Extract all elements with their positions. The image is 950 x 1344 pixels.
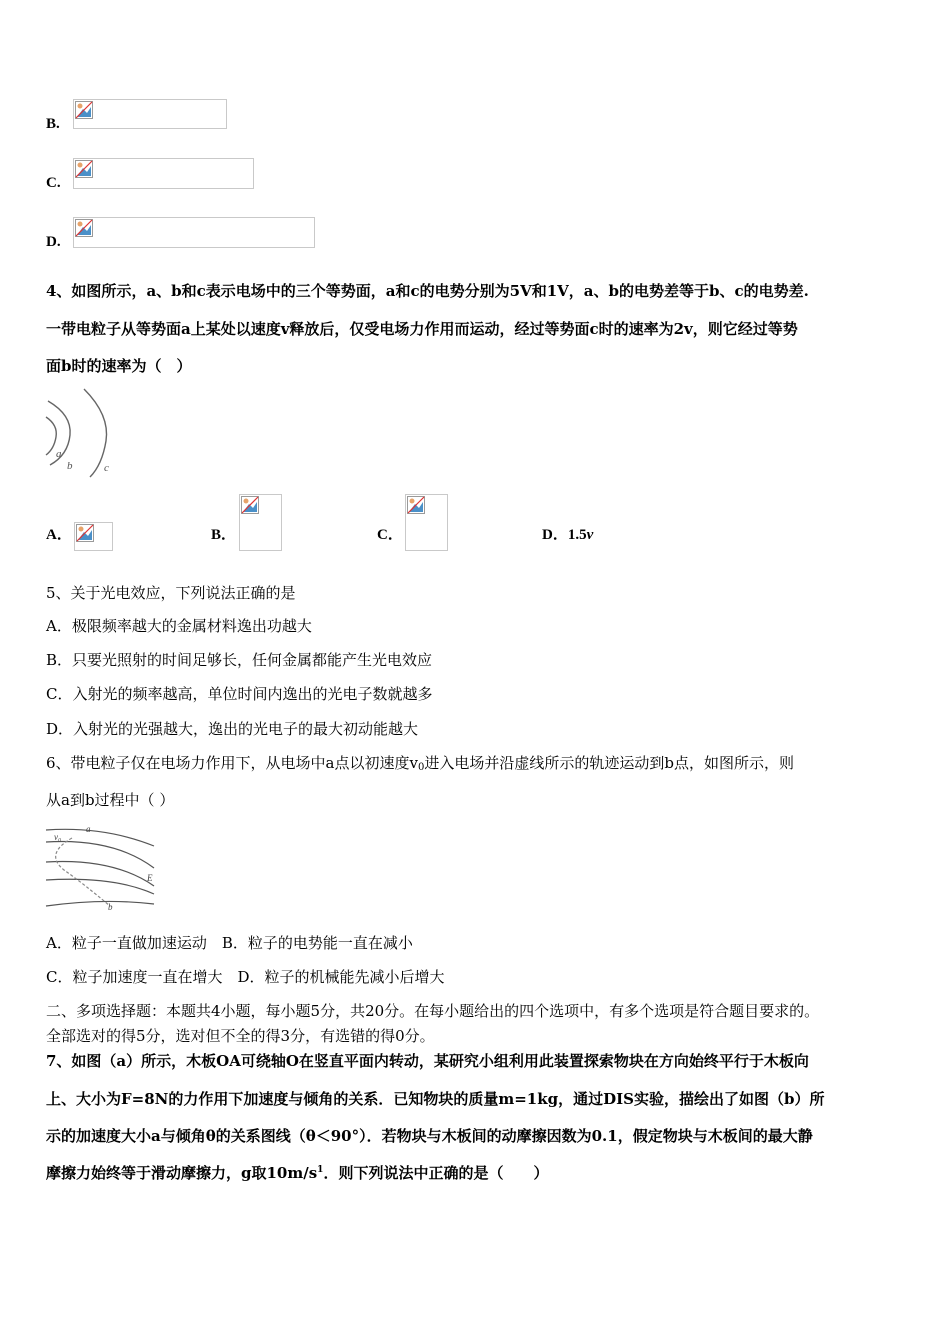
- field-line-5: [46, 901, 154, 906]
- field-line-4: [46, 879, 154, 894]
- label-c: c: [104, 462, 109, 474]
- broken-image-icon: [75, 160, 93, 178]
- section-2-line-1: 二、多项选择题：本题共4小题，每小题5分，共20分。在每小题给出的四个选项中，有多个选项是符合题目要求的。: [46, 1002, 820, 1020]
- label-E: E: [147, 873, 153, 883]
- broken-image-icon: [75, 219, 93, 237]
- q4-option-c-image: [405, 494, 448, 551]
- q3-option-b-image: [73, 99, 227, 129]
- label-b: b: [67, 460, 73, 472]
- trajectory: [56, 838, 110, 906]
- section-2-line-2: 全部选对的得5分，选对但不全的得3分，有选错的得0分。: [46, 1027, 435, 1045]
- broken-image-icon: [407, 496, 425, 514]
- q7-stem-line-4-pre: 摩擦力始终等于滑动摩擦力，g取10m/s: [46, 1164, 318, 1182]
- q6-options-row-1: A．粒子一直做加速运动 B．粒子的电势能一直在减小: [46, 934, 413, 952]
- q3-option-d-label: D.: [46, 234, 61, 250]
- q6-stem-line-1-sub: 0: [417, 762, 425, 773]
- label-b: b: [108, 902, 113, 912]
- field-line-1: [46, 829, 154, 846]
- q5-stem: 5、关于光电效应，下列说法正确的是: [46, 584, 296, 602]
- q6-field-figure: [44, 824, 159, 914]
- q5-option-c: C．入射光的频率越高，单位时间内逸出的光电子数就越多: [46, 685, 433, 703]
- q3-option-c-image: [73, 158, 254, 189]
- q7-stem-line-1: 7、如图（a）所示，木板OA可绕轴O在竖直平面内转动，某研究小组利用此装置探索物块在方向始终平行于木板向: [46, 1052, 809, 1070]
- broken-image-icon: [76, 524, 94, 542]
- q4-option-c-label: C．: [377, 527, 403, 543]
- q3-option-b-label: B.: [46, 116, 60, 132]
- q5-option-a: A．极限频率越大的金属材料逸出功越大: [46, 617, 312, 635]
- q6-options-row-2: C．粒子加速度一直在增大 D．粒子的机械能先减小后增大: [46, 968, 445, 986]
- q6-stem-line-2: 从a到b过程中（ ）: [46, 791, 175, 809]
- q4-option-d-value: 1.5: [567, 527, 587, 543]
- field-line-3: [46, 862, 154, 887]
- label-v0: v₀: [54, 832, 62, 842]
- q6-stem-line-1: [46, 752, 794, 773]
- q6-stem-line-1-pre: 6、带电粒子仅在电场力作用下，从电场中a点以初速度v: [46, 754, 418, 772]
- broken-image-icon: [241, 496, 259, 514]
- label-a: a: [56, 448, 62, 460]
- q3-option-d-image: [73, 217, 315, 248]
- q7-stem-line-2: 上、大小为F=8N的力作用下加速度与倾角的关系．已知物块的质量m=1kg，通过DIS实验，描绘出了如图（b）所: [46, 1090, 825, 1108]
- q4-option-a-image: [74, 522, 113, 551]
- q4-option-b-image: [239, 494, 282, 551]
- q5-option-d: D．入射光的光强越大，逸出的光电子的最大初动能越大: [46, 720, 419, 738]
- broken-image-icon: [75, 101, 93, 119]
- q4-stem-line-3: 面b时的速率为（ ）: [46, 357, 192, 375]
- q5-option-b: B．只要光照射的时间足够长，任何金属都能产生光电效应: [46, 651, 433, 669]
- q4-option-d: [542, 523, 593, 544]
- q4-stem-line-1: 4、如图所示，a、b和c表示电场中的三个等势面，a和c的电势分别为5V和1V，a、b的电势差等于b、c的电势差.: [46, 282, 809, 300]
- q4-option-b-label: B．: [211, 527, 237, 543]
- q4-equipotential-figure: [44, 387, 124, 482]
- q7-stem-line-4-sup: 1: [317, 1165, 324, 1175]
- q7-stem-line-3: 示的加速度大小a与倾角θ的关系图线（θ＜90°）．若物块与木板间的动摩擦因数为0.1，假定物块与木板间的最大静: [46, 1127, 813, 1145]
- q6-stem-line-1-post: 进入电场并沿虚线所示的轨迹运动到b点，如图所示，则: [424, 754, 794, 772]
- q4-option-a-label: A．: [46, 527, 72, 543]
- q4-option-d-label: D．: [542, 527, 568, 543]
- q7-stem-line-4-post: ．则下列说法中正确的是（ ）: [323, 1164, 549, 1182]
- equipotential-a: [46, 417, 56, 455]
- label-a: a: [86, 824, 91, 834]
- q7-stem-line-4: [46, 1162, 548, 1183]
- q4-option-d-unit: v: [586, 527, 594, 543]
- q4-stem-line-2: 一带电粒子从等势面a上某处以速度v释放后，仅受电场力作用而运动，经过等势面c时的速率为2v，则它经过等势: [46, 320, 798, 338]
- q3-option-c-label: C.: [46, 175, 61, 191]
